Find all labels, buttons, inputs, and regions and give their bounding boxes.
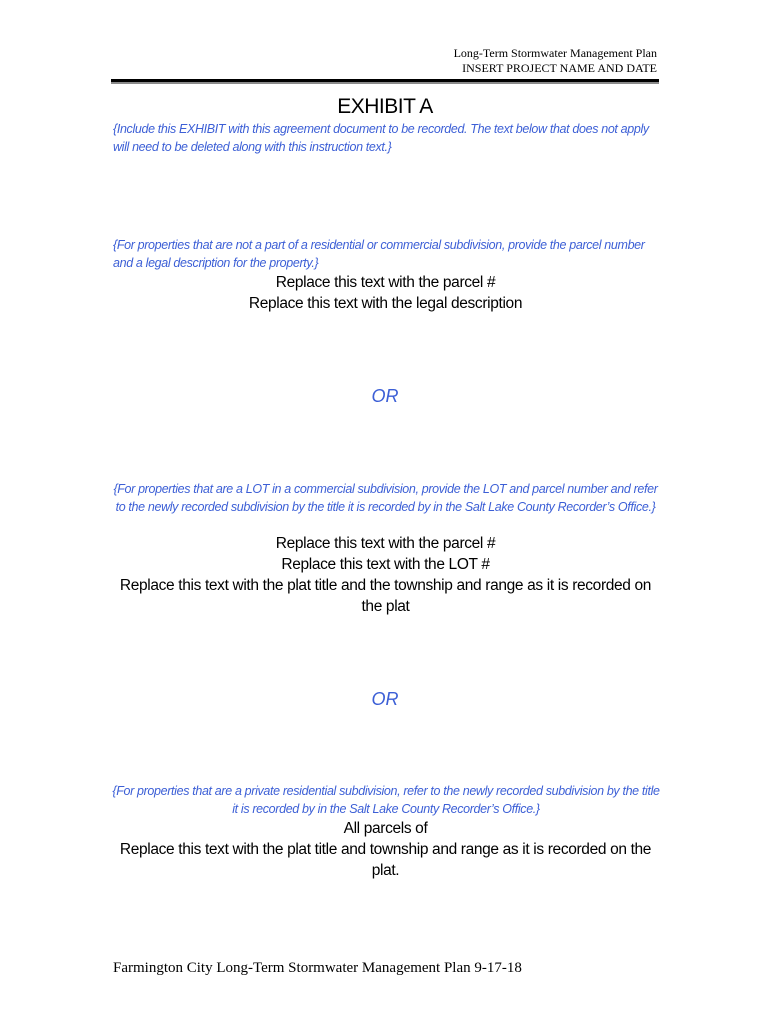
- all-parcels-label: All parcels of: [343, 820, 428, 837]
- section-private-residential: [113, 818, 658, 881]
- or-separator: OR: [371, 386, 399, 406]
- lot-placeholder: Replace this text with the LOT #: [281, 556, 490, 573]
- parcel-placeholder: Replace this text with the parcel #: [275, 535, 496, 552]
- header-project-name: INSERT PROJECT NAME AND DATE: [462, 61, 657, 75]
- page-header: [454, 46, 657, 76]
- header-plan-title: Long-Term Stormwater Management Plan: [453, 46, 657, 60]
- section-parcel-legal: [113, 272, 658, 314]
- instruction-non-subdivision: {For properties that are not a part of a residential or commercial subdivision, provide the parcel number and a legal description for the property.}: [113, 238, 645, 270]
- or-separator: OR: [371, 689, 399, 709]
- instruction-private-residential: {For properties that are a private residential subdivision, refer to the newly recorded subdivision by the title it is recorded by in the Salt Lake County Recorder’s Office.}: [112, 784, 660, 816]
- plat-title-placeholder: Replace this text with the plat title and township and range as it is recorded on the plat.: [119, 841, 652, 879]
- legal-description-placeholder: Replace this text with the legal description: [248, 295, 523, 312]
- section-commercial-lot: [113, 533, 658, 617]
- page-title: EXHIBIT A: [337, 95, 433, 118]
- instruction-general: {Include this EXHIBIT with this agreement document to be recorded. The text below that does not apply will need to be deleted along with this instruction text.}: [113, 122, 649, 154]
- parcel-placeholder: Replace this text with the parcel #: [275, 274, 496, 291]
- plat-title-placeholder: Replace this text with the plat title and the township and range as it is recorded on the plat: [119, 577, 652, 615]
- header-divider-shadow: [111, 82, 659, 84]
- page-footer: Farmington City Long-Term Stormwater Management Plan 9-17-18: [113, 960, 522, 976]
- instruction-commercial-lot: {For properties that are a LOT in a commercial subdivision, provide the LOT and parcel number and refer to the newly recorded subdivision by the title it is recorded by in the Salt Lake County Recorder’s Office.}: [113, 482, 658, 514]
